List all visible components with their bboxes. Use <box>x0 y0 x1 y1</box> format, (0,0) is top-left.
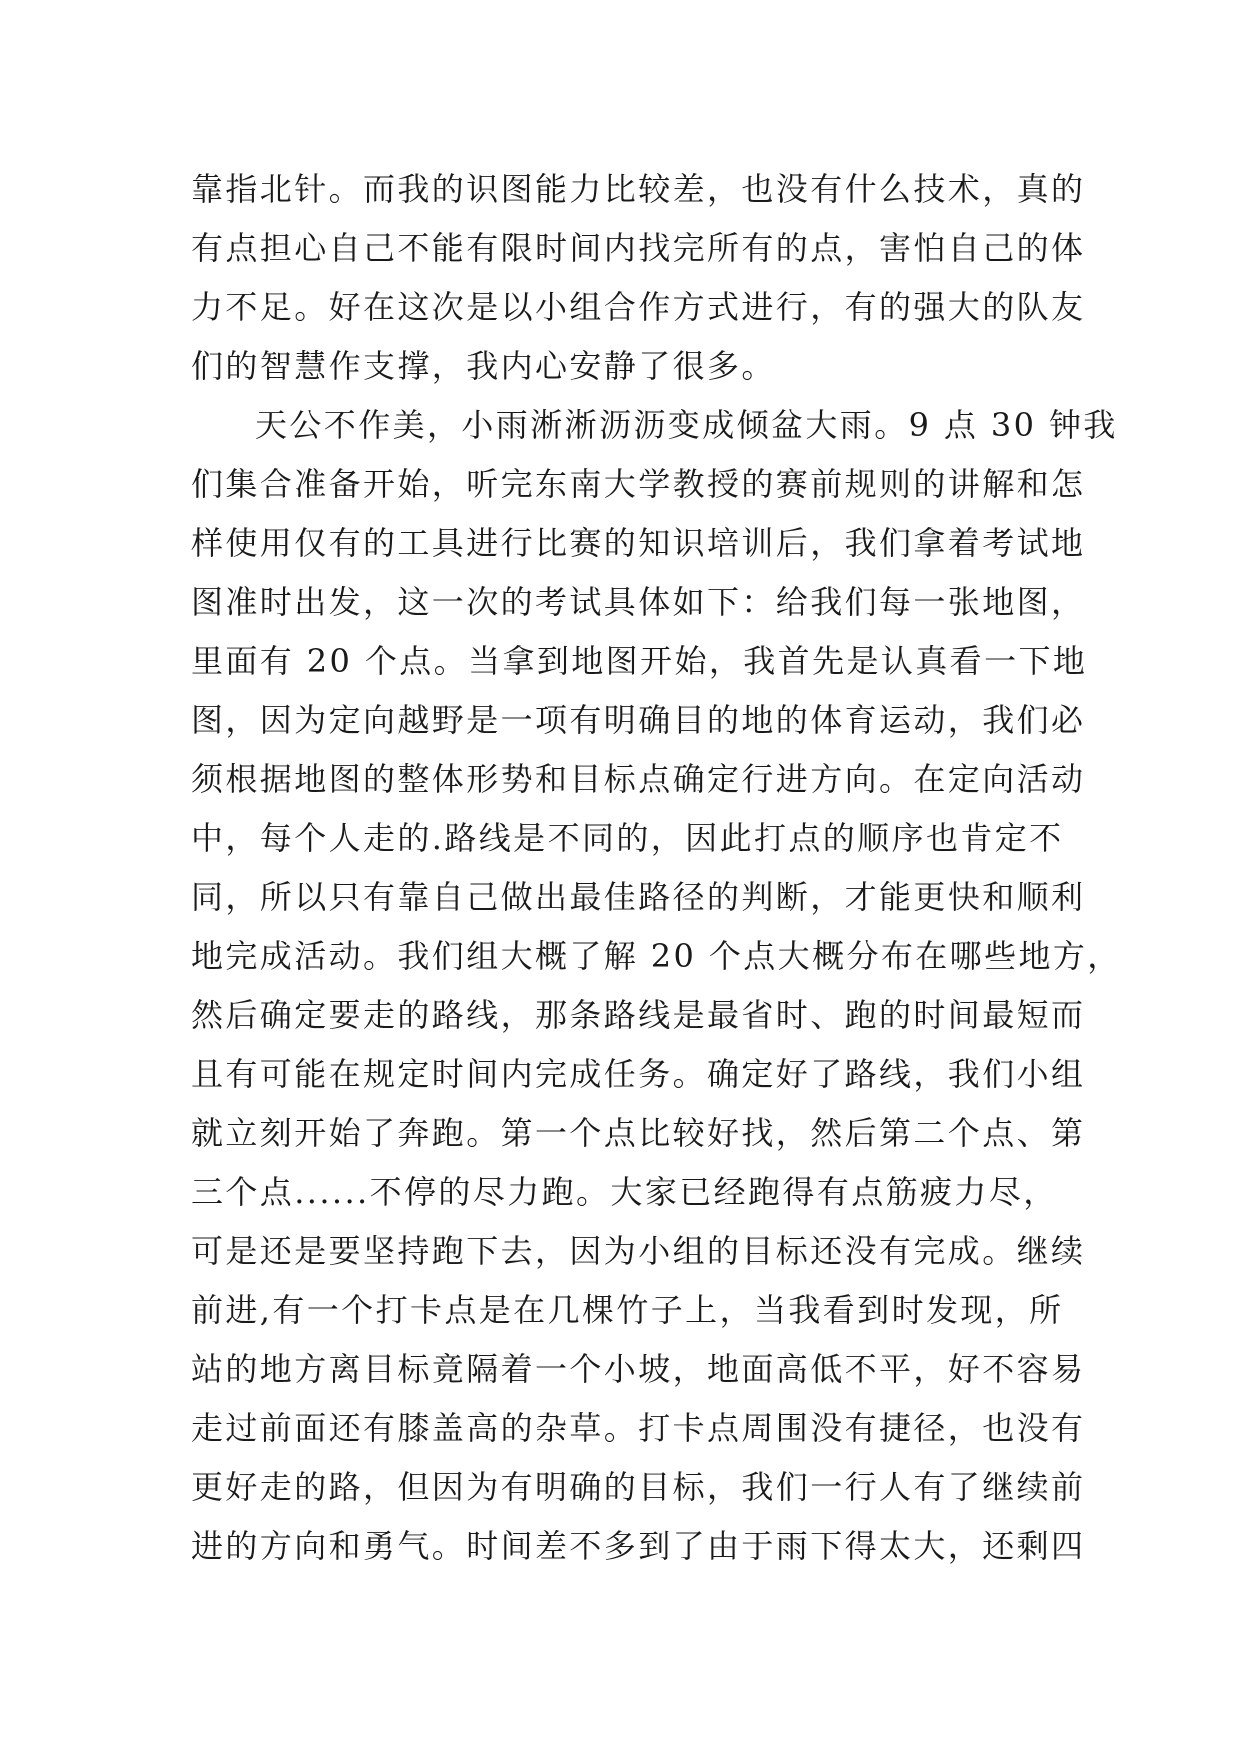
text-line: 靠指北针。而我的识图能力比较差，也没有什么技术，真的 <box>191 170 1086 208</box>
text-line: 们集合准备开始，听完东南大学教授的赛前规则的讲解和怎 <box>191 465 1086 503</box>
text-line: 站的地方离目标竟隔着一个小坡，地面高低不平，好不容易 <box>191 1350 1086 1388</box>
text-line: 地完成活动。我们组大概了解 20 个点大概分布在哪些地方， <box>191 937 1122 975</box>
text-line: 里面有 20 个点。当拿到地图开始，我首先是认真看一下地 <box>191 642 1088 680</box>
text-line: 且有可能在规定时间内完成任务。确定好了路线，我们小组 <box>191 1055 1086 1093</box>
text-line: 样使用仅有的工具进行比赛的知识培训后，我们拿着考试地 <box>191 524 1086 562</box>
text-line: 前进,有一个打卡点是在几棵竹子上，当我看到时发现，所 <box>191 1291 1064 1329</box>
text-line: 三个点......不停的尽力跑。大家已经跑得有点筋疲力尽， <box>191 1173 1058 1211</box>
text-line: 中，每个人走的.路线是不同的，因此打点的顺序也肯定不 <box>191 819 1064 857</box>
text-line: 然后确定要走的路线，那条路线是最省时、跑的时间最短而 <box>191 996 1086 1034</box>
text-line: 须根据地图的整体形势和目标点确定行进方向。在定向活动 <box>191 760 1086 798</box>
text-line: 力不足。好在这次是以小组合作方式进行，有的强大的队友 <box>191 288 1086 326</box>
text-line: 图准时出发，这一次的考试具体如下：给我们每一张地图， <box>191 583 1086 621</box>
body-text <box>191 160 1122 1576</box>
text-line: 同，所以只有靠自己做出最佳路径的判断，才能更快和顺利 <box>191 878 1086 916</box>
text-line: 图，因为定向越野是一项有明确目的地的体育运动，我们必 <box>191 701 1086 739</box>
text-line: 们的智慧作支撑，我内心安静了很多。 <box>191 347 776 385</box>
text-line: 有点担心自己不能有限时间内找完所有的点，害怕自己的体 <box>191 229 1086 267</box>
text-line: 就立刻开始了奔跑。第一个点比较好找，然后第二个点、第 <box>191 1114 1086 1152</box>
paragraph <box>191 160 1086 396</box>
paragraph <box>191 396 1122 1576</box>
text-line: 更好走的路，但因为有明确的目标，我们一行人有了继续前 <box>191 1468 1086 1506</box>
text-line: 走过前面还有膝盖高的杂草。打卡点周围没有捷径，也没有 <box>191 1409 1086 1447</box>
text-line: 可是还是要坚持跑下去，因为小组的目标还没有完成。继续 <box>191 1232 1086 1270</box>
text-line: 进的方向和勇气。时间差不多到了由于雨下得太大，还剩四 <box>191 1527 1086 1565</box>
text-line: 天公不作美，小雨淅淅沥沥变成倾盆大雨。9 点 30 钟我 <box>255 406 1118 444</box>
